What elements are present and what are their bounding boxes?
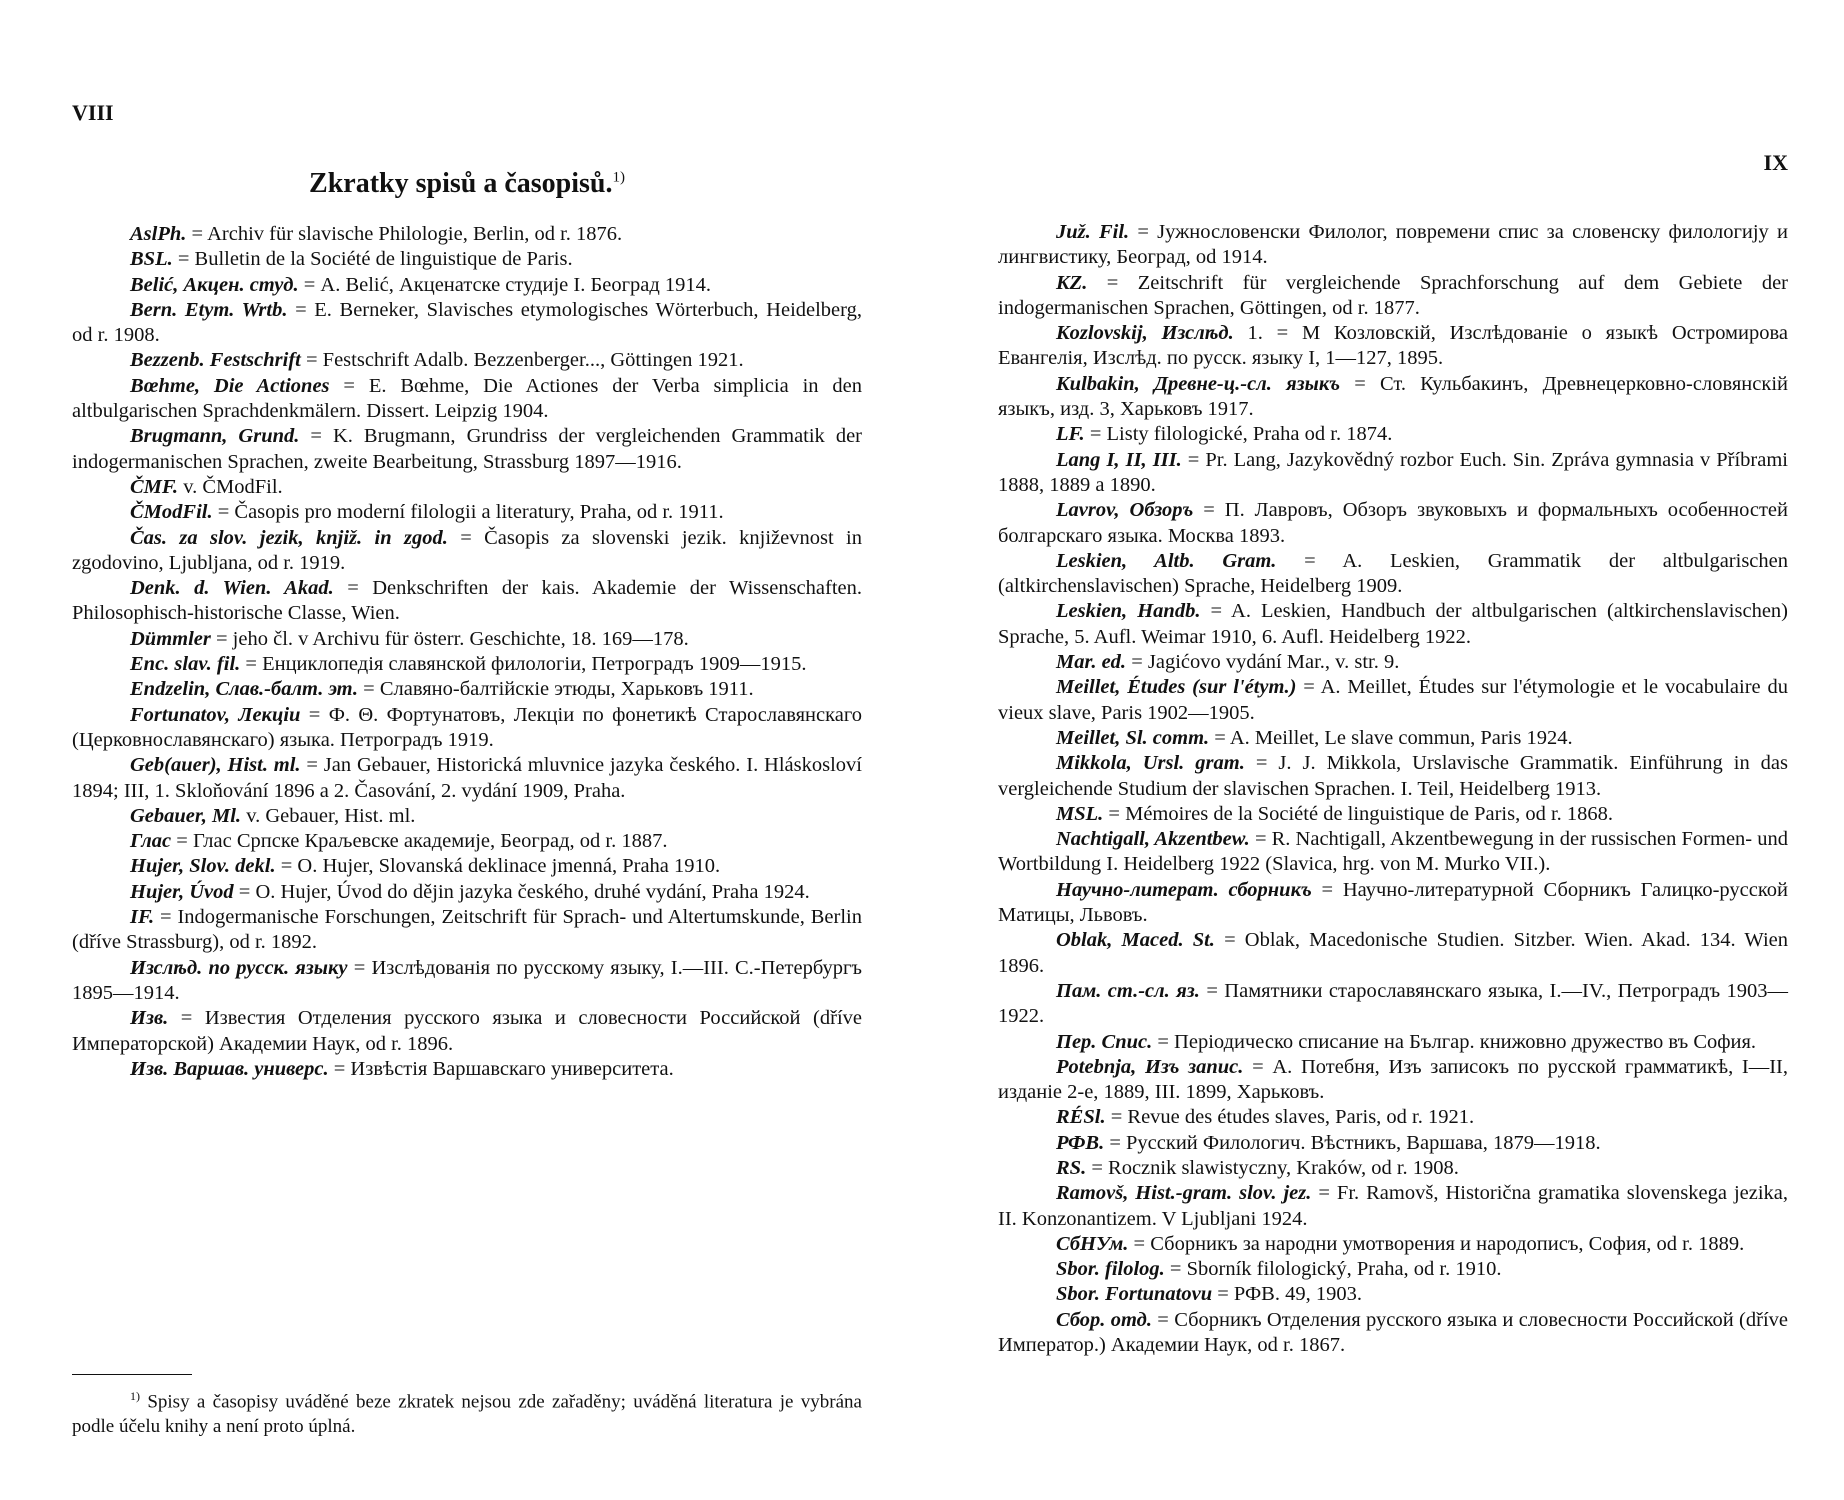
abbreviation-entry <box>998 599 1788 650</box>
abbreviation-entry <box>998 726 1788 751</box>
abbreviation-entry <box>998 321 1788 372</box>
abbreviation-term: RÉSl. <box>1056 1106 1106 1129</box>
abbreviation-term: Глас <box>130 830 172 853</box>
abbreviation-definition: = O. Hujer, Úvod do dějin jazyka českého, druhé vydání, Praha 1924. <box>233 880 810 903</box>
abbreviation-entry <box>998 675 1788 726</box>
abbreviation-definition: = Fr. Ramovš, Historična gramatika slovenskega jezika, II. Konzonantizem. V Ljubljani 1924. <box>998 1182 1789 1230</box>
abbreviation-definition: = J. J. Mikkola, Urslavische Grammatik. Einführung in das vergleichende Studium der slavischen Sprachen. I. Teil, Heidelberg 1913. <box>998 752 1789 800</box>
abbreviation-definition: = Ф. Θ. Фортунатовъ, Лекціи по фонетикѣ Старославянскаго (Церковнославянскаго) языка. Петроградъ 1919. <box>72 703 862 751</box>
abbreviation-definition: = Jagićovo vydání Mar., v. str. 9. <box>1126 651 1400 674</box>
abbreviation-entry <box>998 372 1788 423</box>
abbreviation-definition: = Mémoires de la Société de linguistique de Paris, od r. 1868. <box>1103 802 1614 825</box>
abbreviation-term: AslPh. <box>130 223 187 245</box>
abbreviation-definition: = Извѣстія Варшавскаго университета. <box>328 1057 674 1080</box>
abbreviation-entry <box>72 905 862 956</box>
footnote-rule <box>72 1374 192 1375</box>
abbreviation-term: Hujer, Slov. dekl. <box>130 855 276 878</box>
abbreviation-term: Bern. Etym. Wrtb. <box>130 298 288 321</box>
abbreviation-term: Endzelin, Слав.-балт. эт. <box>130 678 359 701</box>
abbreviation-term: Сбор. отд. <box>1056 1308 1152 1331</box>
abbreviation-definition: = Časopis za slovenski jezik. književnost in zgodovino, Ljubljana, od r. 1919. <box>72 526 862 574</box>
abbreviation-entry <box>72 500 862 525</box>
abbreviation-definition: = A. Belić, Акценатске студије I. Београд 1914. <box>298 273 712 296</box>
footnote <box>72 1384 862 1439</box>
abbreviation-entry <box>72 627 862 652</box>
abbreviation-term: Potebnja, Изъ запис. <box>1056 1055 1244 1078</box>
footnote-text: Spisy a časopisy uváděné beze zkratek nejsou zde zařaděny; uváděná literatura je vybrána podle účelu knihy a není proto úplná. <box>72 1391 862 1438</box>
abbreviation-entry <box>998 1156 1788 1181</box>
abbreviation-entry <box>72 247 862 272</box>
abbreviation-term: ČModFil. <box>130 501 213 524</box>
abbreviation-entry <box>998 271 1788 322</box>
abbreviation-definition: = А. Потебня, Изъ записокъ по русской грамматикѣ, I—II, изданіе 2-е, 1889, III. 1899, Харьковъ. <box>998 1055 1788 1104</box>
abbreviation-definition: = Jan Gebauer, Historická mluvnice jazyka českého. I. Hláskosloví 1894; III, 1. Skloňování 1896 a 2. Časování, 2. vydání 1909, Praha. <box>72 754 862 802</box>
heading-text: Zkratky spisů a časopisů. <box>309 168 613 199</box>
abbreviation-entry <box>72 348 862 373</box>
abbreviation-entry <box>998 1282 1788 1307</box>
abbreviation-term: СбНУм. <box>1056 1232 1129 1255</box>
abbreviation-definition: = Глас Српске Краљевске академије, Београд, od r. 1887. <box>171 830 668 853</box>
abbreviation-entry <box>998 1181 1788 1232</box>
abbreviation-term: Leskien, Altb. Gram. <box>1056 549 1277 572</box>
abbreviation-definition: = Indogermanische Forschungen, Zeitschrift für Sprach- und Altertumskunde, Berlin (dříve Strassburg), od r. 1892. <box>72 906 862 954</box>
abbreviation-definition: = A. Meillet, Études sur l'étymologie et le vocabulaire du vieux slave, Paris 1902—1905. <box>998 676 1788 724</box>
abbreviation-definition: = Научно-литературной Сборникъ Галицко-русской Матицы, Львовъ. <box>998 878 1788 927</box>
abbreviation-term: Lang I, II, III. <box>1056 448 1182 471</box>
abbreviation-entry <box>998 751 1788 802</box>
abbreviation-definition: = Sborník filologický, Praha, od r. 1910. <box>1164 1258 1502 1281</box>
abbreviation-term: Пам. ст.-сл. яз. <box>1056 979 1200 1002</box>
abbreviation-definition: = E. Bœhme, Die Actiones der Verba simplicia in den altbulgarischen Sprachdenkmälern. Dissert. Leipzig 1904. <box>72 374 862 423</box>
abbreviation-list <box>998 220 1788 1358</box>
abbreviation-definition: = Oblak, Macedonische Studien. Sitzber. Wien. Akad. 134. Wien 1896. <box>998 929 1788 977</box>
abbreviation-entry <box>72 475 862 500</box>
abbreviation-definition: = Јужнословенски Филолог, повремени спис за словенску филологију и лингвистику, Београд, od 1914. <box>998 221 1788 269</box>
abbreviation-entry <box>998 1105 1788 1130</box>
abbreviation-term: Brugmann, Grund. <box>130 425 300 448</box>
abbreviation-term: Gebauer, Ml. <box>130 804 242 827</box>
abbreviation-term: Mar. ed. <box>1056 651 1127 674</box>
abbreviation-definition: = Изслѣдованія по русскому языку, I.—III. С.-Петербургъ 1895—1914. <box>72 956 862 1004</box>
abbreviation-definition: = A. Meillet, Le slave commun, Paris 1924. <box>1209 726 1573 749</box>
abbreviation-definition: = Известия Отделения русского языка и словесности Российской (dříve Императорской) Академии Наук, od r. 1896. <box>72 1007 862 1055</box>
abbreviation-definition: = Denkschriften der kais. Akademie der Wissenschaften. Philosophisch-historische Classe, Wien. <box>72 577 862 625</box>
abbreviation-entry <box>72 677 862 702</box>
abbreviation-definition: = Ст. Кульбакинъ, Древнецерковно-словянскій языкъ, изд. 3, Харьковъ 1917. <box>998 372 1788 421</box>
abbreviation-entry <box>72 854 862 879</box>
abbreviation-term: Sbor. Fortunatovu <box>1056 1283 1213 1306</box>
abbreviation-term: Изв. Варшав. универс. <box>130 1057 329 1080</box>
abbreviation-term: Kozlovskij, Изслѣд. <box>1056 322 1234 345</box>
abbreviation-term: Bezzenb. Festschrift <box>130 349 301 372</box>
abbreviation-entry <box>998 1232 1788 1257</box>
abbreviation-entry <box>998 498 1788 549</box>
abbreviation-definition: = Listy filologické, Praha od r. 1874. <box>1084 423 1393 446</box>
heading-footnote-mark: 1) <box>612 169 625 186</box>
abbreviation-term: BSL. <box>130 248 173 271</box>
abbreviation-entry <box>998 220 1788 271</box>
abbreviation-term: Hujer, Úvod <box>130 880 234 903</box>
abbreviation-definition: = Rocznik slawistyczny, Kraków, od r. 1908. <box>1086 1156 1459 1179</box>
abbreviation-definition: = Archiv für slavische Philologie, Berlin, od r. 1876. <box>186 223 623 245</box>
abbreviation-entry <box>998 1257 1788 1282</box>
abbreviation-term: Изв. <box>130 1007 169 1030</box>
abbreviation-entry <box>72 273 862 298</box>
abbreviation-term: Научно-литерат. сборникъ <box>1056 878 1312 901</box>
abbreviation-definition: = П. Лавровъ, Обзоръ звуковыхъ и формальныхъ особенностей болгарскаго языка. Москва 1893. <box>998 499 1788 547</box>
abbreviation-term: Dümmler <box>130 627 211 650</box>
abbreviation-term: Nachtigall, Akzentbew. <box>1056 828 1250 851</box>
abbreviation-entry <box>998 1308 1788 1359</box>
abbreviation-entry <box>998 1055 1788 1106</box>
abbreviation-definition: = K. Brugmann, Grundriss der vergleichenden Grammatik der indogermanischen Sprachen, zweite Bearbeitung, Strassburg 1897—1916. <box>72 425 862 473</box>
abbreviation-definition: = Памятники старославянскаго языка, I.—IV., Петроградъ 1903—1922. <box>998 979 1788 1028</box>
abbreviation-definition: = Časopis pro moderní filologii a literatury, Praha, od r. 1911. <box>212 501 724 524</box>
abbreviation-definition: = Pr. Lang, Jazykovědný rozbor Euch. Sin. Zpráva gymnasia v Příbrami 1888, 1889 a 1890. <box>998 448 1788 496</box>
abbreviation-definition: = Revue des études slaves, Paris, od r. 1921. <box>1105 1106 1475 1129</box>
abbreviation-definition: = Сборникъ за народни умотворения и народописъ, София, od r. 1889. <box>1128 1232 1745 1255</box>
abbreviation-entry <box>998 827 1788 878</box>
abbreviation-entry <box>72 374 862 425</box>
abbreviation-term: Denk. d. Wien. Akad. <box>130 577 334 600</box>
abbreviation-entry <box>998 422 1788 447</box>
abbreviation-term: IF. <box>130 906 155 929</box>
abbreviation-term: MSL. <box>1056 802 1104 825</box>
abbreviation-entry <box>998 549 1788 600</box>
abbreviation-definition: = jeho čl. v Archivu für österr. Geschichte, 18. 169—178. <box>210 627 689 650</box>
abbreviation-entry <box>998 650 1788 675</box>
abbreviation-term: Fortunatov, Лекціи <box>130 703 301 726</box>
abbreviation-entry <box>72 753 862 804</box>
abbreviation-definition: 1. = М Козловскій, Изслѣдованіе о языкѣ Остромирова Евангелія, Изслѣд. по русск. языку I, 1—127, 1895. <box>998 322 1788 370</box>
page-number: IX <box>1763 150 1788 175</box>
abbreviation-entry <box>998 802 1788 827</box>
abbreviation-definition: = Славяно-балтійскіе этюды, Харьковъ 1911. <box>358 678 754 701</box>
abbreviation-entry <box>72 1006 862 1057</box>
abbreviation-definition: = Русский Филологич. Вѣстникъ, Варшава, 1879—1918. <box>1104 1131 1601 1154</box>
abbreviation-term: Belić, Акцен. студ. <box>130 273 299 296</box>
abbreviation-entry <box>72 652 862 677</box>
footnote-mark: 1) <box>130 1389 140 1403</box>
abbreviation-entry <box>998 1131 1788 1156</box>
abbreviation-term: Изслѣд. по русск. языку <box>130 956 348 979</box>
section-heading <box>72 168 862 200</box>
abbreviation-definition: = Zeitschrift für vergleichende Sprachforschung auf dem Gebiete der indogermanischen Sprachen, Göttingen, od r. 1877. <box>998 271 1788 319</box>
abbreviation-term: RS. <box>1056 1156 1087 1179</box>
abbreviation-term: Lavrov, Обзоръ <box>1056 499 1194 522</box>
abbreviation-entry <box>72 956 862 1007</box>
abbreviation-definition: = Сборникъ Отделения русского языка и словесности Российской (dříve Император.) Академии Наук, od r. 1867. <box>998 1308 1789 1357</box>
abbreviation-term: Čas. za slov. jezik, knjiž. in zgod. <box>130 526 448 549</box>
abbreviation-definition: = R. Nachtigall, Akzentbewegung in der russischen Formen- und Wortbildung I. Heidelberg 1922 (Slavica, hrg. von M. Murko VII.). <box>998 828 1788 876</box>
abbreviation-term: Sbor. filolog. <box>1056 1258 1165 1281</box>
abbreviation-entry <box>72 222 862 247</box>
abbreviation-entry <box>72 576 862 627</box>
abbreviation-list <box>72 222 862 1082</box>
abbreviation-term: LF. <box>1056 423 1085 446</box>
abbreviation-term: Juž. Fil. <box>1056 221 1130 243</box>
abbreviation-entry <box>72 298 862 349</box>
abbreviation-entry <box>72 880 862 905</box>
abbreviation-entry <box>72 1057 862 1082</box>
abbreviation-definition: v. Gebauer, Hist. ml. <box>241 804 416 827</box>
abbreviation-definition: = Енциклопедія славянской филологіи, Петроградъ 1909—1915. <box>240 653 807 676</box>
abbreviation-definition: = Періодическо списание на Българ. книжовно дружество въ София. <box>1152 1030 1757 1053</box>
abbreviation-definition: = O. Hujer, Slovanská deklinace jmenná, Praha 1910. <box>275 855 721 878</box>
abbreviation-term: ČMF. <box>130 475 179 498</box>
abbreviation-term: Oblak, Maced. St. <box>1056 929 1215 952</box>
abbreviation-term: Mikkola, Ursl. gram. <box>1056 752 1245 775</box>
abbreviation-term: Meillet, Sl. comm. <box>1056 726 1210 749</box>
abbreviation-entry <box>998 1030 1788 1055</box>
abbreviation-entry <box>72 804 862 829</box>
abbreviation-definition: v. ČModFil. <box>178 475 283 498</box>
abbreviation-term: Bœhme, Die Actiones <box>130 374 330 397</box>
abbreviation-entry <box>72 424 862 475</box>
abbreviation-term: Kulbakin, Древне-ц.-сл. языкъ <box>1056 372 1341 395</box>
abbreviation-term: Ramovš, Hist.-gram. slov. jez. <box>1056 1182 1312 1205</box>
abbreviation-definition: = Bulletin de la Société de linguistique de Paris. <box>172 248 573 271</box>
page-number: VIII <box>72 100 114 125</box>
abbreviation-entry <box>72 829 862 854</box>
abbreviation-term: РФВ. <box>1056 1131 1105 1154</box>
abbreviation-entry <box>998 878 1788 929</box>
abbreviation-entry <box>998 979 1788 1030</box>
abbreviation-term: KZ. <box>1056 271 1088 294</box>
abbreviation-definition: = A. Leskien, Handbuch der altbulgarischen (altkirchenslavischen) Sprache, 5. Aufl. Weimar 1910, 6. Aufl. Heidelberg 1922. <box>998 600 1788 648</box>
abbreviation-term: Meillet, Études (sur l'étym.) <box>1056 676 1297 699</box>
abbreviation-entry <box>72 703 862 754</box>
abbreviation-term: Geb(auer), Hist. ml. <box>130 754 301 777</box>
abbreviation-definition: = A. Leskien, Grammatik der altbulgarischen (altkirchenslavischen) Sprache, Heidelberg 1909. <box>998 549 1789 598</box>
abbreviation-definition: = E. Berneker, Slavisches etymologisches Wörterbuch, Heidelberg, od r. 1908. <box>72 298 862 347</box>
abbreviation-term: Enc. slav. fil. <box>130 653 241 676</box>
abbreviation-entry <box>998 928 1788 979</box>
abbreviation-term: Пер. Спис. <box>1056 1030 1153 1053</box>
abbreviation-term: Leskien, Handb. <box>1056 600 1201 623</box>
abbreviation-entry <box>72 526 862 577</box>
abbreviation-definition: = Festschrift Adalb. Bezzenberger..., Göttingen 1921. <box>300 349 744 372</box>
abbreviation-entry <box>998 448 1788 499</box>
abbreviation-definition: = РФВ. 49, 1903. <box>1212 1283 1362 1306</box>
